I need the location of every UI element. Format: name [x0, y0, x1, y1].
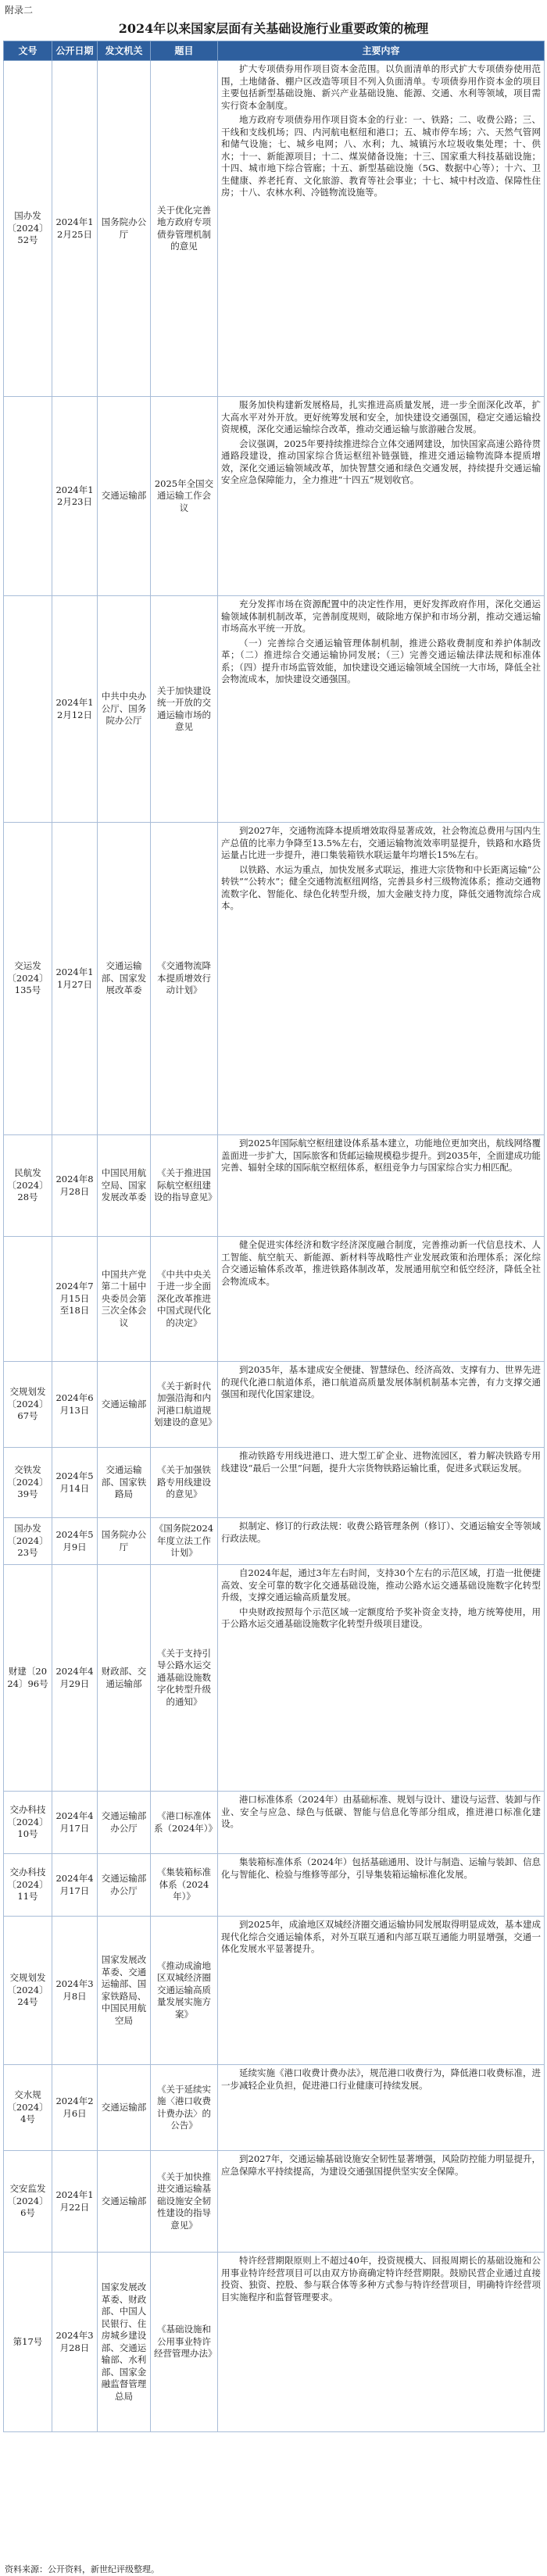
row-num: 交办科技〔2024〕11号 [4, 1854, 52, 1917]
header-agency: 发文机关 [98, 41, 151, 61]
row-date: 2024年4月17日 [52, 1854, 98, 1917]
table-row [4, 823, 545, 1135]
row-num [4, 1237, 52, 1362]
row-agency: 中国共产党第二十届中央委员会第三次全体会议 [98, 1237, 151, 1362]
row-content [218, 2151, 545, 2253]
header-num: 文号 [4, 41, 52, 61]
row-num: 国办发〔2024〕23号 [4, 1518, 52, 1565]
header-topic: 题目 [151, 41, 218, 61]
content-paragraph: （一）完善综合交通运输管理体制机制，推进公路收费制度和养护体制改革；（二）推进综合交通运输协同发展；（三）完善交通运输法律法规和标准体系；（四）提升市场监管效能，加快建设交通运输领域全国统一大市场，降低全社会物流成本，加快建设交通强国。 [221, 637, 541, 685]
row-date: 2024年4月17日 [52, 1792, 98, 1854]
row-date: 2024年3月8日 [52, 1917, 98, 2065]
header-date: 公开日期 [52, 41, 98, 61]
row-date: 2024年12月12日 [52, 596, 98, 823]
row-topic: 《推动成渝地区双城经济圈交通运输高质量发展实施方案》 [151, 1917, 218, 2065]
table-row [4, 1854, 545, 1917]
table-row [4, 1135, 545, 1237]
row-content [218, 1135, 545, 1237]
row-topic: 《关于新时代加强沿海和内河港口航道规划建设的意见》 [151, 1362, 218, 1448]
row-date: 2024年5月9日 [52, 1518, 98, 1565]
row-date: 2024年2月6日 [52, 2065, 98, 2151]
content-paragraph: 到2025年，成渝地区双城经济圈交通运输协同发展取得明显成效，基本建成现代化综合交通运输体系，对外互联互通和内部互联互通能力明显增强，交通一体化发展水平显著提升。 [221, 1919, 541, 1955]
row-num: 交运发〔2024〕135号 [4, 823, 52, 1135]
row-date: 2024年7月15日至18日 [52, 1237, 98, 1362]
content-paragraph: 延续实施《港口收费计费办法》，规范港口收费行为，降低港口收费标准，进一步减轻企业负担，促进港口行业健康可持续发展。 [221, 2067, 541, 2091]
row-agency: 交通运输部、国家铁路局 [98, 1448, 151, 1518]
row-num: 财建〔2024〕96号 [4, 1565, 52, 1792]
table-row [4, 2253, 545, 2432]
table-row [4, 1792, 545, 1854]
table-body [4, 61, 545, 2432]
row-topic: 《交通物流降本提质增效行动计划》 [151, 823, 218, 1135]
row-num: 民航发〔2024〕28号 [4, 1135, 52, 1237]
row-topic: 《集装箱标准体系（2024年）》 [151, 1854, 218, 1917]
row-content [218, 1854, 545, 1917]
document-title: 2024年以来国家层面有关基础设施行业重要政策的梳理 [118, 21, 429, 36]
table-row [4, 1448, 545, 1518]
row-date: 2024年12月25日 [52, 61, 98, 397]
row-date: 2024年8月28日 [52, 1135, 98, 1237]
row-topic: 《港口标准体系（2024年）》 [151, 1792, 218, 1854]
row-content [218, 1448, 545, 1518]
table-row [4, 2065, 545, 2151]
row-content [218, 1237, 545, 1362]
row-num: 国办发〔2024〕52号 [4, 61, 52, 397]
row-content [218, 2253, 545, 2432]
row-topic: 《关于加快推进交通运输基础设施安全韧性建设的指导意见》 [151, 2151, 218, 2253]
row-agency: 国务院办公厅 [98, 1518, 151, 1565]
row-num: 交规划发〔2024〕67号 [4, 1362, 52, 1448]
content-paragraph: 中央财政按照每个示范区域一定额度给予奖补资金支持，地方统筹使用，用于公路水运交通基础设施数字化转型升级项目建设。 [221, 1606, 541, 1630]
row-agency: 国家发展改革委、交通运输部、国家铁路局、中国民用航空局 [98, 1917, 151, 2065]
table-row [4, 1518, 545, 1565]
row-date: 2024年11月27日 [52, 823, 98, 1135]
content-paragraph: 拟制定、修订的行政法规：收费公路管理条例（修订）、交通运输安全等领域行政法规。 [221, 1520, 541, 1544]
content-paragraph: 扩大专项债券用作项目资本金范围。以负面清单的形式扩大专项债券使用范围，土地储备、棚户区改造等项目不列入负面清单。专项债券用作资本金的项目主要包括新型基础设施、新兴产业基础设施、能源、交通、水利等领域，项目需实行资本金制度。 [221, 63, 541, 111]
row-topic: 《关于推进国际航空枢纽建设的指导意见》 [151, 1135, 218, 1237]
row-content [218, 1792, 545, 1854]
table-row [4, 1237, 545, 1362]
header-content: 主要内容 [218, 41, 545, 61]
row-content [218, 1362, 545, 1448]
table-row [4, 2151, 545, 2253]
row-agency: 财政部、交通运输部 [98, 1565, 151, 1792]
policy-table [3, 41, 545, 2432]
row-content [218, 1917, 545, 2065]
row-agency: 中共中央办公厅、国务院办公厅 [98, 596, 151, 823]
row-date: 2024年4月29日 [52, 1565, 98, 1792]
source-footnote: 资料来源：公开资料，新世纪评级整理。 [5, 2564, 159, 2574]
row-agency: 交通运输部 [98, 2065, 151, 2151]
table-row [4, 1362, 545, 1448]
row-agency: 交通运输部 [98, 1362, 151, 1448]
content-paragraph: 充分发挥市场在资源配置中的决定性作用，更好发挥政府作用，深化交通运输领域体制机制改革，完善制度规则，破除地方保护和市场分割，推动交通运输市场高水平统一开放。 [221, 598, 541, 634]
row-topic: 关于加快建设统一开放的交通运输市场的意见 [151, 596, 218, 823]
content-paragraph: 服务加快构建新发展格局，扎实推进高质量发展，进一步全面深化改革，扩大高水平对外开放。更好统筹发展和安全，加快建设交通强国，稳定交通运输投资规模，深化交通运输综合改革，推动交通运输与旅游融合发展。 [221, 399, 541, 435]
row-content [218, 1565, 545, 1792]
row-num [4, 397, 52, 596]
row-agency: 中国民用航空局、国家发展改革委 [98, 1135, 151, 1237]
row-content [218, 61, 545, 397]
content-paragraph: 到2035年，基本建成安全便捷、智慧绿色、经济高效、支撑有力、世界先进的现代化港口航道体系，港口航道高质量发展体制机制基本完善，有力支撑交通强国和现代化国家建设。 [221, 1364, 541, 1400]
content-paragraph: 地方政府专项债券用作项目资本金的行业：一、铁路；二、收费公路；三、干线和支线机场；四、内河航电枢纽和港口；五、城市停车场；六、天然气管网和储气设施；七、城乡电网；八、水利；九、城镇污水垃圾收集处理；十、供水；十一、新能源项目；十二、煤炭储备设施；十三、国家重大科技基础设施；十四、城市地下综合管廊；十五、新型基础设施（5G、数据中心等）；十六、卫生健康、养老托育、文化旅游、教育等社会事业；十七、城中村改造、保障性住房；十八、农林水利、冷链物流设施等。 [221, 114, 541, 198]
content-paragraph: 港口标准体系（2024年）由基础标准、规划与设计、建设与运营、装卸与作业、安全与应急、绿色与低碳、智能与信息化等部分组成，推进港口标准化建设。 [221, 1794, 541, 1830]
row-content [218, 823, 545, 1135]
row-agency: 国家发展改革委、财政部、中国人民银行、住房城乡建设部、交通运输部、水利部、国家金融监督管理总局 [98, 2253, 151, 2432]
row-date: 2024年3月28日 [52, 2253, 98, 2432]
content-paragraph: 到2025年国际航空枢纽建设体系基本建立，功能地位更加突出，航线网络覆盖面进一步扩大，国际旅客和货邮运输规模稳步提升。到2035年，全面建成功能完善、辐射全球的国际航空枢纽体系，枢纽竞争力与国家综合实力相匹配。 [221, 1138, 541, 1174]
content-paragraph: 健全促进实体经济和数字经济深度融合制度，完善推动新一代信息技术、人工智能、航空航天、新能源、新材料等战略性产业发展政策和治理体系；深化综合交通运输体系改革，推进铁路体制改革，发展通用航空和低空经济，降低全社会物流成本。 [221, 1239, 541, 1287]
row-num: 交水规〔2024〕4号 [4, 2065, 52, 2151]
row-content [218, 596, 545, 823]
row-date: 2024年5月14日 [52, 1448, 98, 1518]
row-topic: 《国务院2024年度立法工作计划》 [151, 1518, 218, 1565]
content-paragraph: 自2024年起，通过3年左右时间，支持30个左右的示范区域，打造一批便捷高效、安全可靠的数字化交通基础设施，推动公路水运交通基础设施数字化转型升级，支撑交通运输高质量发展。 [221, 1567, 541, 1603]
row-agency: 交通运输部办公厅 [98, 1854, 151, 1917]
row-agency: 交通运输部办公厅 [98, 1792, 151, 1854]
table-row [4, 61, 545, 397]
table-row [4, 1917, 545, 2065]
content-paragraph: 特许经营期限原则上不超过40年，投资规模大、回报周期长的基础设施和公用事业特许经营项目可以由双方协商确定特许经营期限。鼓励民营企业通过直接投资、独资、控股、参与联合体等多种方式参与特许经营项目，明确特许经营项目实施程序和监督管理要求。 [221, 2255, 541, 2303]
table-row [4, 397, 545, 596]
row-num: 交规划发〔2024〕24号 [4, 1917, 52, 2065]
content-paragraph: 到2027年，交通运输基础设施安全韧性显著增强，风险防控能力明显提升，应急保障水平持续提高，为建设交通强国提供坚实安全保障。 [221, 2153, 541, 2177]
row-topic: 《关于加强铁路专用线建设的意见》 [151, 1448, 218, 1518]
row-content [218, 1518, 545, 1565]
content-paragraph: 集装箱标准体系（2024年）包括基础通用、设计与制造、运输与装卸、信息化与智能化、检验与维修等部分，引导集装箱运输标准化发展。 [221, 1856, 541, 1880]
row-date: 2024年6月13日 [52, 1362, 98, 1448]
row-content [218, 397, 545, 596]
content-paragraph: 会议强调，2025年要持续推进综合立体交通网建设，加快国家高速公路待贯通路段建设，推动国家综合货运枢纽补链强链，推进交通运输物流降本提质增效，深化交通运输领域改革，加快智慧交通和绿色交通发展，持续提升交通运输安全应急保障能力，全力推进“十四五”规划收官。 [221, 438, 541, 486]
table-header-row [4, 41, 545, 61]
row-date: 2024年1月22日 [52, 2151, 98, 2253]
row-num: 交办科技〔2024〕10号 [4, 1792, 52, 1854]
row-content [218, 2065, 545, 2151]
row-topic: 《基础设施和公用事业特许经营管理办法》 [151, 2253, 218, 2432]
row-topic: 《关于延续实施〈港口收费计费办法〉的公告》 [151, 2065, 218, 2151]
row-agency: 交通运输部 [98, 397, 151, 596]
row-num: 交安监发〔2024〕6号 [4, 2151, 52, 2253]
row-num: 交铁发〔2024〕39号 [4, 1448, 52, 1518]
row-date: 2024年12月23日 [52, 397, 98, 596]
content-paragraph: 到2027年，交通物流降本提质增效取得显著成效，社会物流总费用与国内生产总值的比率力争降至13.5%左右，交通运输物流效率明显提升，铁路和水路货运量占比进一步提升，港口集装箱铁水联运量年均增长15%左右。 [221, 825, 541, 861]
row-agency: 交通运输部 [98, 2151, 151, 2253]
content-paragraph: 推动铁路专用线进港口、进大型工矿企业、进物流园区，着力解决铁路专用线建设“最后一公里”问题，提升大宗货物铁路运输比重，促进多式联运发展。 [221, 1450, 541, 1474]
table-row [4, 1565, 545, 1792]
table-row [4, 596, 545, 823]
row-num [4, 596, 52, 823]
row-topic: 关于优化完善地方政府专项债券管理机制的意见 [151, 61, 218, 397]
appendix-label: 附录二 [5, 5, 34, 16]
row-topic: 《中共中央关于进一步全面深化改革推进中国式现代化的决定》 [151, 1237, 218, 1362]
row-topic: 《关于支持引导公路水运交通基础设施数字化转型升级的通知》 [151, 1565, 218, 1792]
content-paragraph: 以铁路、水运为重点，加快发展多式联运，推进大宗货物和中长距离运输“公转铁”“公转水”；健全交通物流枢纽网络，完善县乡村三级物流体系；推动交通物流数字化、智能化、绿色化转型升级，加大金融支持力度，降低交通物流综合成本。 [221, 863, 541, 912]
row-agency: 国务院办公厅 [98, 61, 151, 397]
row-num: 第17号 [4, 2253, 52, 2432]
row-topic: 2025年全国交通运输工作会议 [151, 397, 218, 596]
row-agency: 交通运输部、国家发展改革委 [98, 823, 151, 1135]
